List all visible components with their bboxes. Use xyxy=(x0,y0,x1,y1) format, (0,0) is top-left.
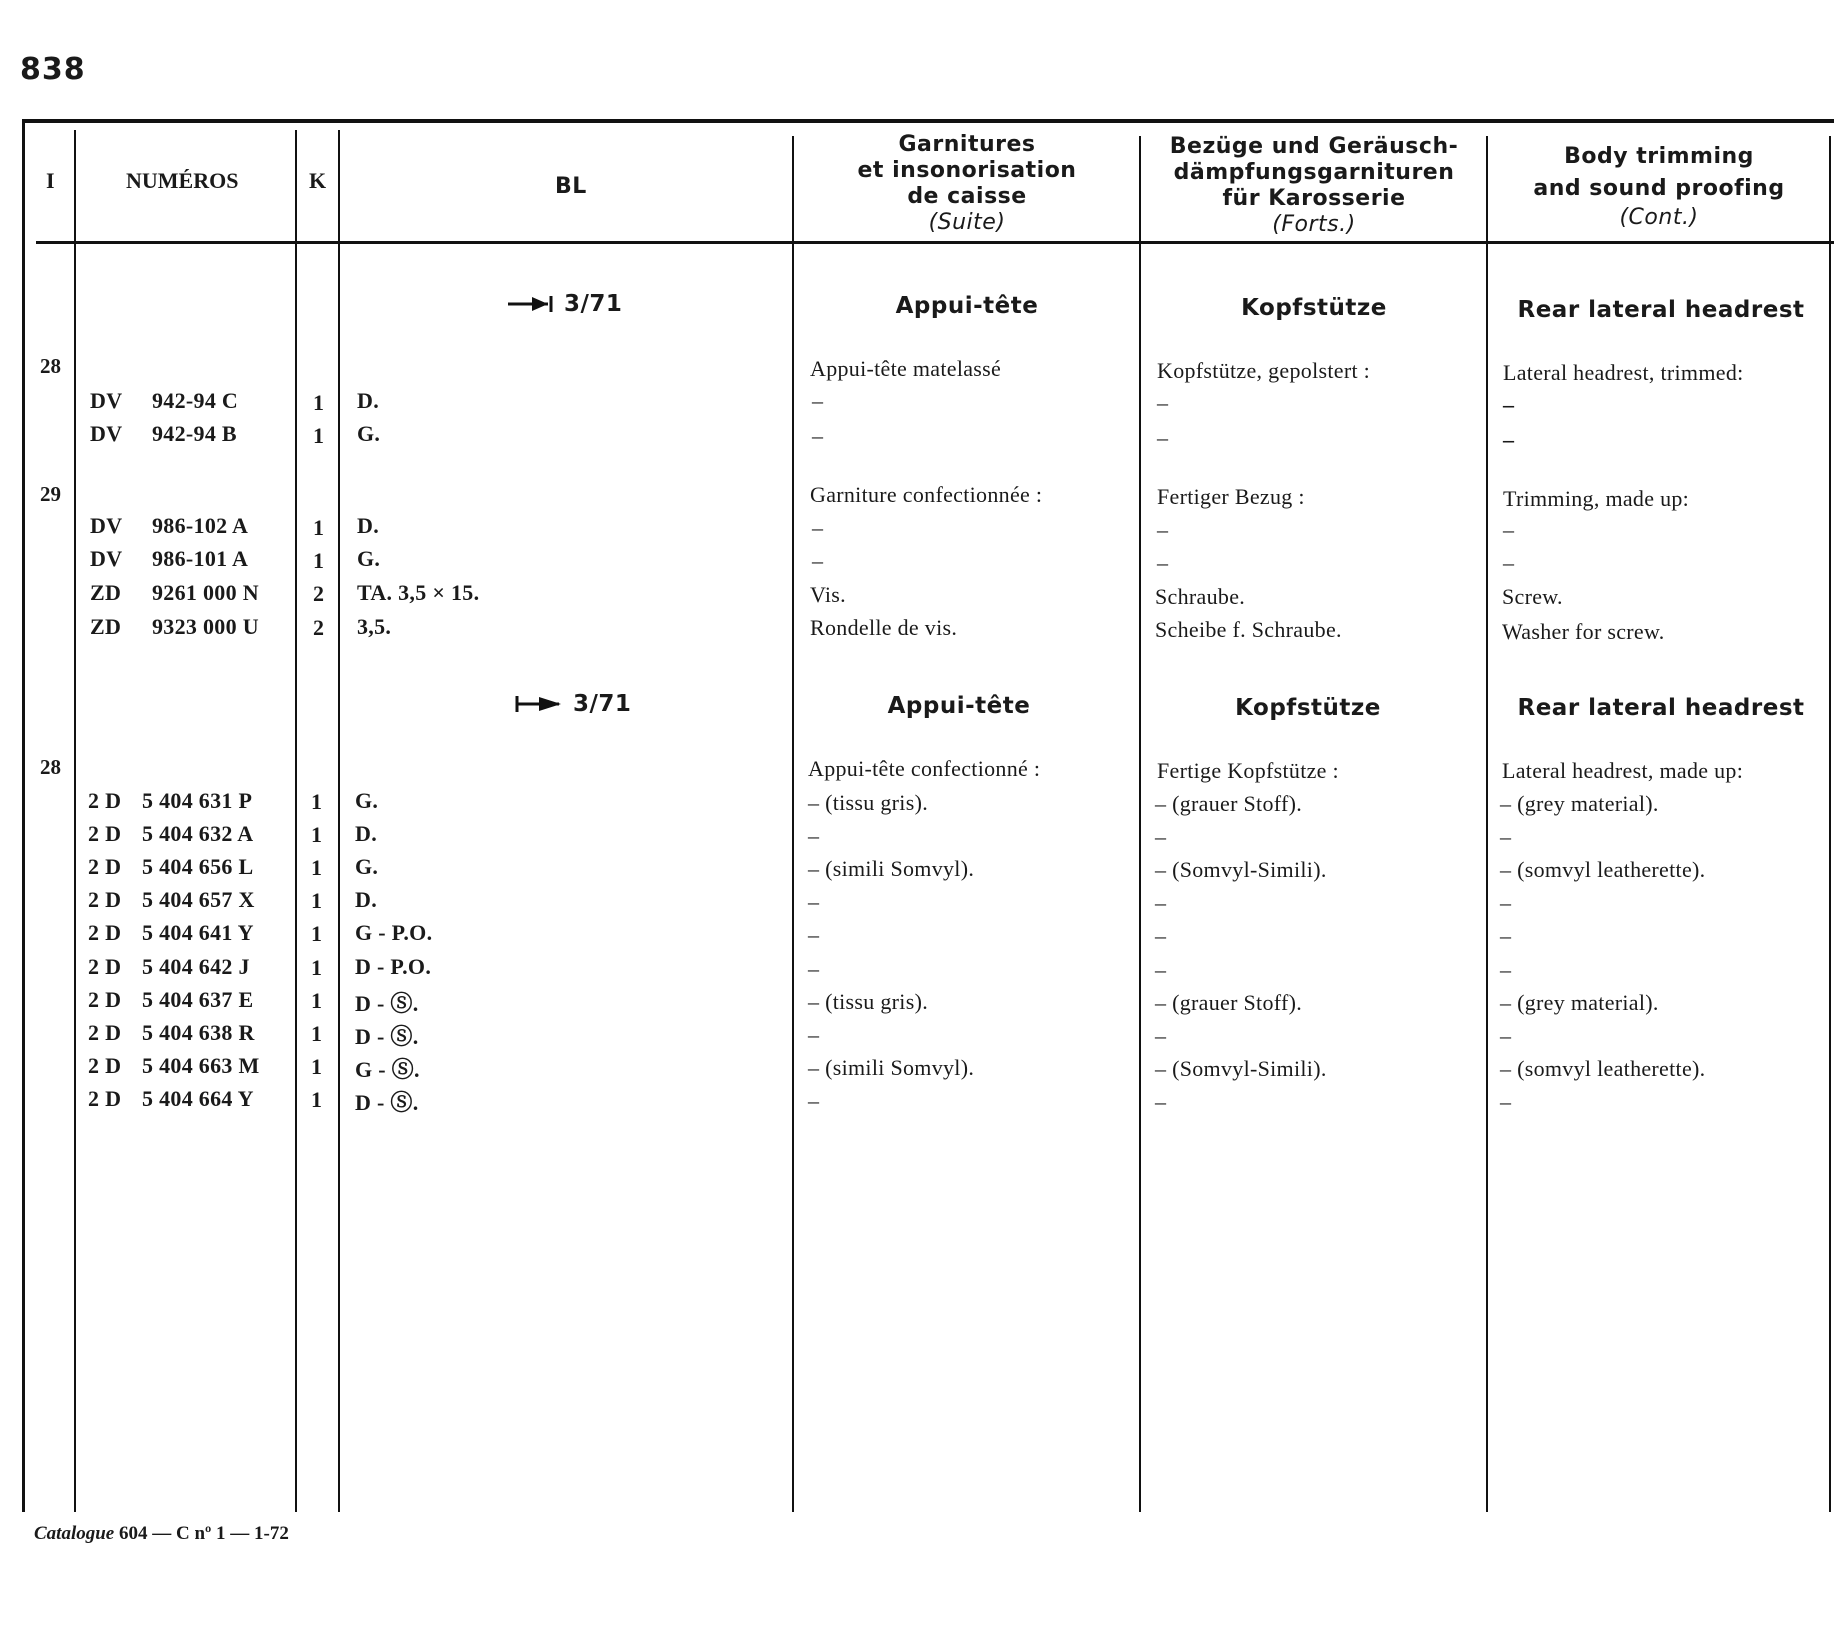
quantity-k: 1 xyxy=(311,1021,323,1046)
bl-note: D. xyxy=(357,513,379,538)
group-desc-fr: Appui-tête matelassé xyxy=(810,356,1002,381)
quantity-k: 1 xyxy=(311,1087,323,1112)
desc-de: – xyxy=(1157,425,1169,450)
quantity-k: 1 xyxy=(313,390,325,415)
desc-fr: – xyxy=(808,1022,820,1047)
table-left-border xyxy=(22,119,25,1512)
col-divider-k xyxy=(338,130,340,1512)
bl-note: D. xyxy=(357,388,379,413)
group-desc-en: Lateral headrest, trimmed: xyxy=(1503,360,1744,385)
desc-de: – xyxy=(1157,517,1169,542)
part-prefix: 2 D xyxy=(88,887,122,912)
header-fr-line-1: Garnitures xyxy=(898,132,1036,157)
part-prefix: 2 D xyxy=(88,1086,122,1111)
desc-en: – xyxy=(1500,957,1512,982)
table-right-border xyxy=(1829,136,1831,1512)
part-prefix: 2 D xyxy=(88,987,122,1012)
part-number: 5 404 638 R xyxy=(142,1020,255,1045)
quantity-k: 1 xyxy=(311,789,323,814)
section-1-bl-marker: 3/71 xyxy=(564,291,623,317)
header-fr-line-2: et insonorisation xyxy=(857,158,1077,183)
section-1-de-title: Kopfstütze xyxy=(1241,295,1387,321)
desc-en: – xyxy=(1503,550,1515,575)
part-prefix: 2 D xyxy=(88,821,122,846)
header-col-i: I xyxy=(46,168,55,193)
desc-fr: Vis. xyxy=(810,582,846,607)
page-number: 838 xyxy=(20,52,86,87)
part-prefix: 2 D xyxy=(88,854,122,879)
quantity-k: 1 xyxy=(313,515,325,540)
desc-de: – xyxy=(1155,890,1167,915)
desc-en: – (somvyl leatherette). xyxy=(1500,857,1706,882)
footer-reference: 604 — C nº 1 — 1-72 xyxy=(118,1523,289,1544)
desc-fr: – xyxy=(808,823,820,848)
col-divider-i xyxy=(74,130,76,1512)
quantity-k: 1 xyxy=(311,888,323,913)
part-number: 5 404 663 M xyxy=(142,1053,260,1078)
desc-de: – xyxy=(1155,923,1167,948)
part-number: 9261 000 N xyxy=(152,580,259,605)
desc-fr: – xyxy=(812,388,824,413)
group-desc-de: Kopfstütze, gepolstert : xyxy=(1157,358,1371,383)
section-2-en-title: Rear lateral headrest xyxy=(1517,695,1805,721)
header-col-k: K xyxy=(309,168,327,193)
desc-de: – xyxy=(1157,550,1169,575)
group-desc-fr: Garniture confectionnée : xyxy=(810,482,1043,507)
part-prefix: 2 D xyxy=(88,1053,122,1078)
part-prefix: 2 D xyxy=(88,954,122,979)
bl-note: G. xyxy=(357,546,381,571)
desc-fr: – (tissu gris). xyxy=(808,989,928,1014)
quantity-k: 2 xyxy=(313,581,325,606)
header-col-bl: BL xyxy=(555,174,587,199)
quantity-k: 2 xyxy=(313,615,325,640)
part-number: 942-94 B xyxy=(152,421,237,446)
part-prefix: 2 D xyxy=(88,1020,122,1045)
group-desc-de: Fertiger Bezug : xyxy=(1157,484,1305,509)
desc-en: – (grey material). xyxy=(1500,791,1659,816)
bl-note: G. xyxy=(355,788,379,813)
desc-fr: – xyxy=(808,922,820,947)
footer xyxy=(34,1523,289,1545)
quantity-k: 1 xyxy=(311,822,323,847)
quantity-k: 1 xyxy=(311,988,323,1013)
col-divider-de xyxy=(1486,136,1488,1512)
header-de-note: (Forts.) xyxy=(1272,212,1356,237)
part-number: 986-101 A xyxy=(152,546,249,571)
part-prefix: DV xyxy=(90,388,123,413)
group-desc-fr: Appui-tête confectionné : xyxy=(808,756,1041,781)
desc-de: – (grauer Stoff). xyxy=(1155,791,1303,816)
item-index: 29 xyxy=(40,482,61,506)
item-index: 28 xyxy=(40,755,61,779)
bl-note: D - Ⓢ. xyxy=(355,1090,419,1115)
quantity-k: 1 xyxy=(313,548,325,573)
part-number: 942-94 C xyxy=(152,388,239,413)
desc-fr: – xyxy=(808,889,820,914)
desc-fr: – (tissu gris). xyxy=(808,790,928,815)
bl-note: D - P.O. xyxy=(355,954,432,979)
header-col-en xyxy=(1488,141,1830,230)
desc-en: – xyxy=(1503,517,1515,542)
desc-de: – (Somvyl-Simili). xyxy=(1155,1056,1327,1081)
desc-de: – xyxy=(1157,390,1169,415)
group-desc-de: Fertige Kopfstütze : xyxy=(1157,758,1339,783)
section-2-fr-title: Appui-tête xyxy=(887,693,1031,719)
footer-catalogue: Catalogue xyxy=(34,1523,115,1544)
part-number: 5 404 656 L xyxy=(142,854,254,879)
header-en-note: (Cont.) xyxy=(1619,205,1699,230)
bl-note: D - Ⓢ. xyxy=(355,991,419,1016)
desc-de: – (Somvyl-Simili). xyxy=(1155,857,1327,882)
header-en-line-2: and sound proofing xyxy=(1533,176,1785,201)
part-prefix: ZD xyxy=(90,580,122,605)
bl-note: D. xyxy=(355,821,377,846)
desc-en: – (somvyl leatherette). xyxy=(1500,1056,1706,1081)
desc-de: – xyxy=(1155,1023,1167,1048)
col-divider-numeros xyxy=(295,130,297,1512)
header-fr-line-3: de caisse xyxy=(907,184,1027,209)
header-col-de xyxy=(1141,134,1487,237)
quantity-k: 1 xyxy=(311,955,323,980)
desc-en: – xyxy=(1500,1089,1512,1114)
desc-en: – xyxy=(1500,923,1512,948)
part-prefix: ZD xyxy=(90,614,122,639)
desc-fr: – (simili Somvyl). xyxy=(808,1055,975,1080)
header-de-line-1: Bezüge und Geräusch- xyxy=(1169,134,1459,159)
part-number: 5 404 664 Y xyxy=(142,1086,254,1111)
col-divider-bl xyxy=(792,136,794,1512)
until-icon xyxy=(508,294,554,314)
bl-note: 3,5. xyxy=(357,614,392,639)
quantity-k: 1 xyxy=(311,921,323,946)
desc-fr: Rondelle de vis. xyxy=(810,615,958,640)
from-icon xyxy=(515,694,563,714)
desc-fr: – (simili Somvyl). xyxy=(808,856,975,881)
group-desc-en: Trimming, made up: xyxy=(1503,486,1690,511)
quantity-k: 1 xyxy=(311,855,323,880)
col-divider-fr xyxy=(1139,136,1141,1512)
desc-de: – xyxy=(1155,824,1167,849)
header-en-line-1: Body trimming xyxy=(1564,144,1754,169)
desc-de: Schraube. xyxy=(1155,584,1246,609)
quantity-k: 1 xyxy=(313,423,325,448)
quantity-k: 1 xyxy=(311,1054,323,1079)
bl-note: G - Ⓢ. xyxy=(355,1057,420,1082)
part-number: 5 404 642 J xyxy=(142,954,250,979)
part-number: 5 404 631 P xyxy=(142,788,253,813)
desc-en: – xyxy=(1500,890,1512,915)
bl-note: G - P.O. xyxy=(355,920,433,945)
part-number: 5 404 641 Y xyxy=(142,920,254,945)
desc-en: – xyxy=(1500,824,1512,849)
header-de-line-3: für Karosserie xyxy=(1222,186,1406,211)
bl-note: TA. 3,5 × 15. xyxy=(357,580,480,605)
desc-en: – xyxy=(1503,392,1515,417)
header-fr-note: (Suite) xyxy=(928,210,1006,235)
bl-note: D - Ⓢ. xyxy=(355,1024,419,1049)
bl-note: G. xyxy=(357,421,381,446)
part-prefix: DV xyxy=(90,421,123,446)
desc-en: – (grey material). xyxy=(1500,990,1659,1015)
part-number: 5 404 632 A xyxy=(142,821,254,846)
desc-en: – xyxy=(1503,427,1515,452)
desc-fr: – xyxy=(808,1088,820,1113)
section-1-en-title: Rear lateral headrest xyxy=(1517,297,1805,323)
part-prefix: 2 D xyxy=(88,788,122,813)
desc-de: – xyxy=(1155,957,1167,982)
part-prefix: DV xyxy=(90,546,123,571)
desc-fr: – xyxy=(808,956,820,981)
desc-fr: – xyxy=(812,515,824,540)
desc-en: – xyxy=(1500,1023,1512,1048)
part-number: 5 404 657 X xyxy=(142,887,255,912)
part-prefix: 2 D xyxy=(88,920,122,945)
part-number: 986-102 A xyxy=(152,513,249,538)
desc-fr: – xyxy=(812,548,824,573)
desc-en: Screw. xyxy=(1502,584,1563,609)
desc-de: – (grauer Stoff). xyxy=(1155,990,1303,1015)
desc-fr: – xyxy=(812,423,824,448)
table-top-rule xyxy=(24,119,1834,123)
desc-de: – xyxy=(1155,1089,1167,1114)
part-number: 5 404 637 E xyxy=(142,987,254,1012)
group-desc-en: Lateral headrest, made up: xyxy=(1502,758,1744,783)
section-2-bl-marker: 3/71 xyxy=(573,691,632,717)
bl-note: D. xyxy=(355,887,377,912)
item-index: 28 xyxy=(40,354,61,378)
desc-en: Washer for screw. xyxy=(1502,619,1665,644)
part-number: 9323 000 U xyxy=(152,614,259,639)
header-col-fr xyxy=(794,132,1140,235)
bl-note: G. xyxy=(355,854,379,879)
header-col-numeros: NUMÉROS xyxy=(126,168,239,193)
section-2-de-title: Kopfstütze xyxy=(1235,695,1381,721)
desc-de: Scheibe f. Schraube. xyxy=(1155,617,1342,642)
header-bottom-rule xyxy=(36,241,1834,244)
part-prefix: DV xyxy=(90,513,123,538)
section-1-fr-title: Appui-tête xyxy=(895,293,1039,319)
header-de-line-2: dämpfungsgarnituren xyxy=(1173,160,1455,185)
